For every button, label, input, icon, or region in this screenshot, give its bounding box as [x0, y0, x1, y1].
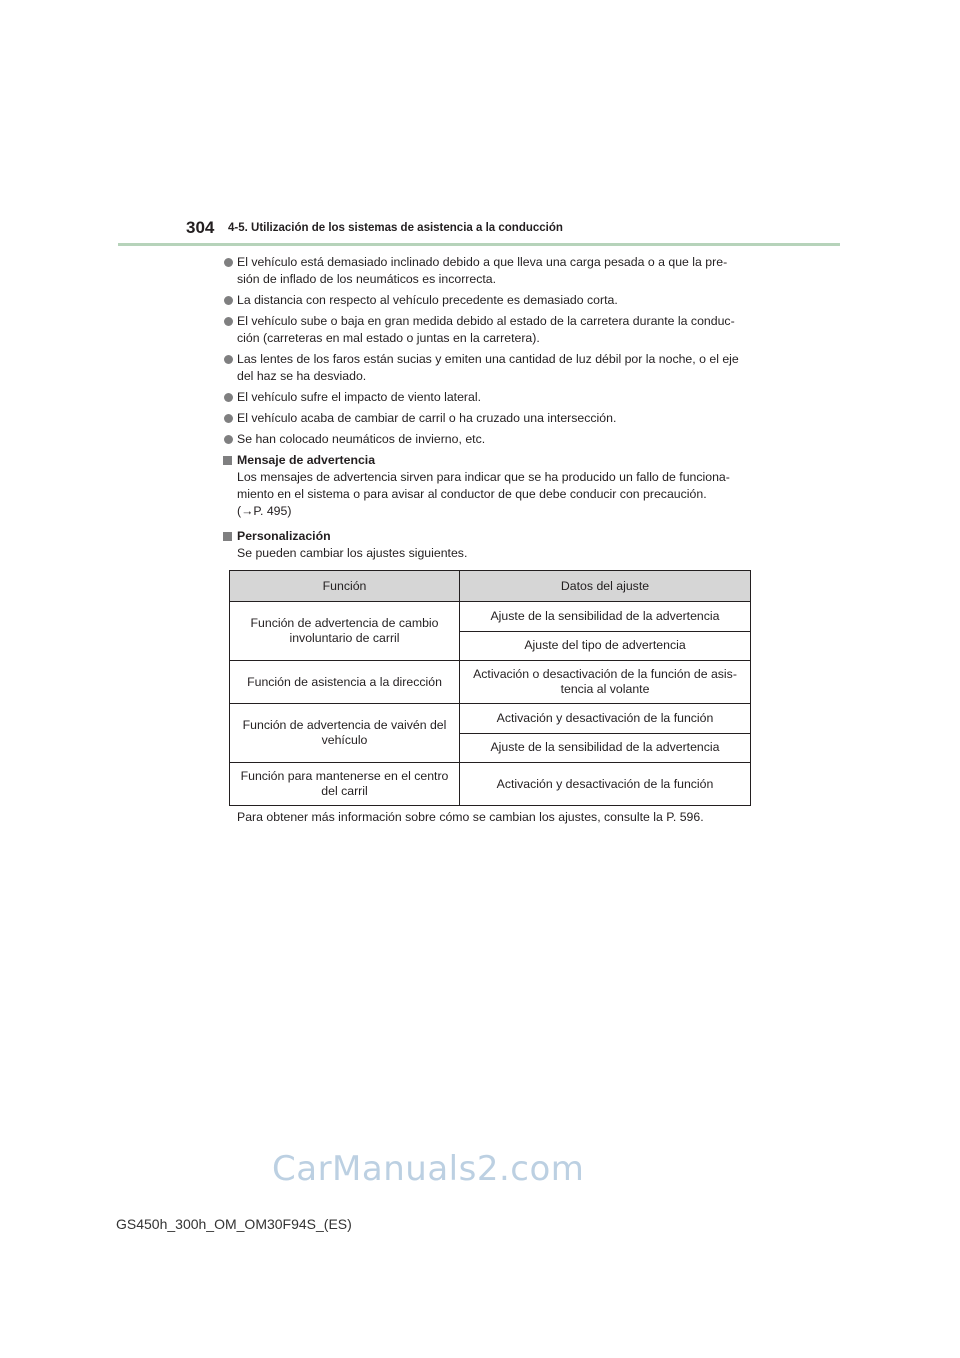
- bullet-line: ción (carreteras en mal estado o juntas en la carretera).: [237, 331, 540, 345]
- bullet-dot-icon: [224, 435, 233, 444]
- setting-cell: Activación y desactivación de la función: [460, 763, 751, 806]
- table-row: [230, 661, 751, 704]
- document-code: GS450h_300h_OM_OM30F94S_(ES): [116, 1216, 352, 1232]
- function-cell: Función para mantenerse en el centro del carril: [230, 763, 460, 806]
- column-header-function: Función: [230, 571, 460, 602]
- square-bullet-icon: [223, 456, 232, 465]
- function-cell: Función de advertencia de cambio involuntario de carril: [230, 602, 460, 661]
- custom-title: Personalización: [237, 529, 331, 543]
- bullet-line: El vehículo está demasiado inclinado debido a que lleva una carga pesada o a que la pre-: [237, 255, 728, 269]
- bullet-line: El vehículo acaba de cambiar de carril o ha cruzado una intersección.: [237, 411, 617, 425]
- bullet-line: La distancia con respecto al vehículo precedente es demasiado corta.: [237, 293, 618, 307]
- page-reference-link[interactable]: (→P. 495): [237, 504, 292, 518]
- bullet-line: Las lentes de los faros están sucias y emiten una cantidad de luz débil por la noche, o el eje: [237, 352, 739, 366]
- table-header-row: [230, 571, 751, 602]
- square-bullet-icon: [223, 532, 232, 541]
- setting-cell: Ajuste del tipo de advertencia: [460, 631, 751, 661]
- bullet-item: [222, 389, 752, 406]
- bullet-line: sión de inflado de los neumáticos es incorrecta.: [237, 272, 497, 286]
- function-cell: Función de asistencia a la dirección: [230, 661, 460, 704]
- custom-intro-text: Se pueden cambiar los ajustes siguientes.: [237, 546, 468, 560]
- warning-heading: [222, 452, 752, 469]
- table-row: [230, 602, 751, 632]
- bullet-dot-icon: [224, 414, 233, 423]
- bullet-dot-icon: [224, 296, 233, 305]
- setting-cell: Ajuste de la sensibilidad de la advertencia: [460, 733, 751, 763]
- header-rule: [118, 243, 840, 246]
- warning-title: Mensaje de advertencia: [237, 453, 376, 467]
- section-title: 4-5. Utilización de los sistemas de asistencia a la conducción: [228, 222, 563, 234]
- settings-table: [229, 570, 751, 806]
- footer-note: Para obtener más información sobre cómo se cambian los ajustes, consulte la P. 596.: [237, 810, 704, 824]
- column-header-settings: Datos del ajuste: [460, 571, 751, 602]
- bullet-dot-icon: [224, 258, 233, 267]
- custom-intro: [222, 545, 752, 562]
- table-row: [230, 763, 751, 806]
- bullet-dot-icon: [224, 393, 233, 402]
- function-cell: Función de advertencia de vaivén del vehículo: [230, 704, 460, 763]
- bullet-item: [222, 351, 752, 385]
- setting-cell: Activación y desactivación de la función: [460, 704, 751, 734]
- setting-cell: Ajuste de la sensibilidad de la advertencia: [460, 602, 751, 632]
- bullet-line: del haz se ha desviado.: [237, 369, 367, 383]
- bullet-dot-icon: [224, 317, 233, 326]
- warning-line: miento en el sistema o para avisar al conductor de que debe conducir con precaución.: [237, 487, 707, 501]
- page-number: 304: [186, 218, 215, 237]
- bullet-dot-icon: [224, 355, 233, 364]
- table-row: [230, 704, 751, 734]
- bullet-item: [222, 292, 752, 309]
- content: [222, 254, 752, 562]
- bullet-line: El vehículo sube o baja en gran medida debido al estado de la carretera durante la conduc-: [237, 314, 735, 328]
- bullet-line: El vehículo sufre el impacto de viento lateral.: [237, 390, 482, 404]
- bullet-item: [222, 254, 752, 288]
- watermark: CarManuals2.com: [272, 1149, 585, 1189]
- bullet-item: [222, 313, 752, 347]
- setting-cell: Activación o desactivación de la función de asis- tencia al volante: [460, 661, 751, 704]
- custom-heading: [222, 528, 752, 545]
- warning-paragraph: [222, 469, 752, 520]
- warning-line: Los mensajes de advertencia sirven para indicar que se ha producido un fallo de funciona-: [237, 470, 730, 484]
- bullet-item: [222, 431, 752, 448]
- bullet-line: Se han colocado neumáticos de invierno, etc.: [237, 432, 486, 446]
- bullet-item: [222, 410, 752, 427]
